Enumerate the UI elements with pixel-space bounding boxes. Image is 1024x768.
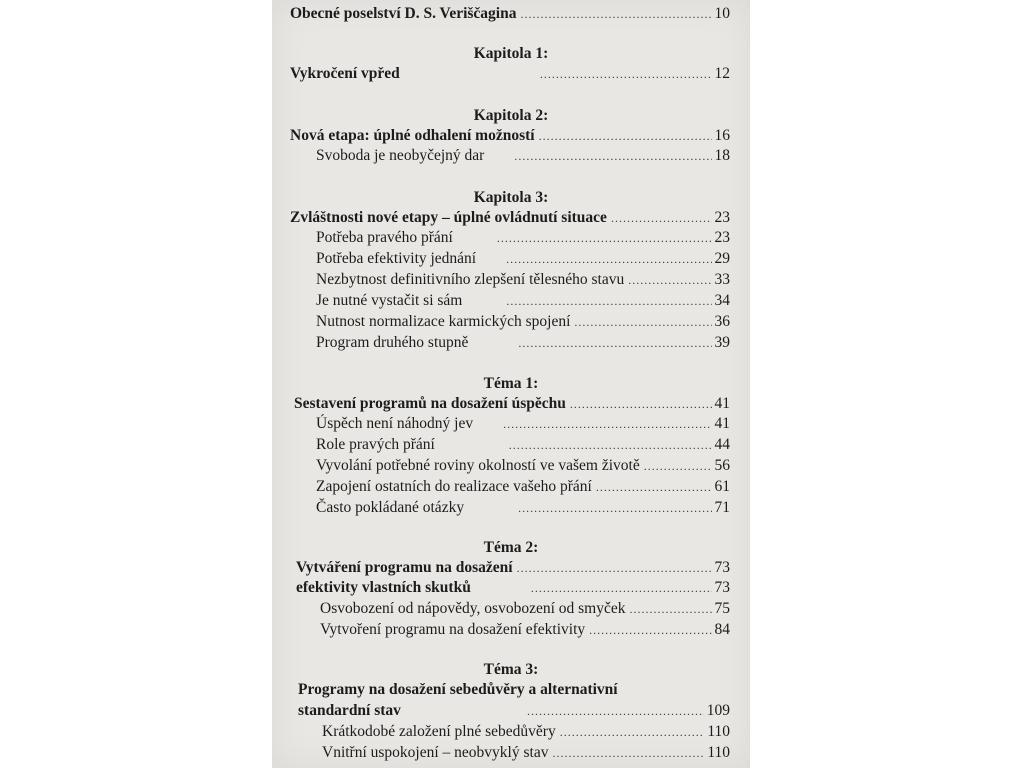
toc-entry bbox=[296, 578, 730, 598]
toc-entry-title: Svoboda je neobyčejný dar bbox=[316, 147, 485, 164]
toc-subentry bbox=[316, 312, 730, 332]
toc-entry-page: 110 bbox=[707, 723, 730, 740]
leader-dots bbox=[552, 743, 704, 763]
leader-dots bbox=[540, 64, 712, 84]
theme-heading: Téma 3: bbox=[483, 661, 539, 678]
toc-entry-title: Je nutné vystačit si sám bbox=[316, 292, 463, 309]
leader-dots bbox=[527, 701, 704, 721]
toc-entry bbox=[290, 64, 730, 84]
toc-entry-title: Osvobození od nápovědy, osvobození od smyček bbox=[320, 600, 626, 617]
toc-entry-page: 39 bbox=[714, 334, 730, 351]
toc-entry-title: Vytvoření programu na dosažení efektivity bbox=[320, 621, 586, 638]
leader-dots bbox=[611, 208, 712, 228]
toc-entry bbox=[298, 701, 730, 721]
toc-subentry bbox=[316, 435, 730, 455]
leader-dots bbox=[628, 270, 711, 290]
leader-dots bbox=[630, 599, 712, 619]
toc-entry-page: 56 bbox=[714, 457, 730, 474]
leader-dots bbox=[518, 498, 711, 518]
leader-dots bbox=[514, 146, 711, 166]
theme-heading: Téma 1: bbox=[483, 375, 539, 392]
toc-entry-page: 33 bbox=[714, 271, 730, 288]
leader-dots bbox=[506, 291, 711, 311]
toc-subentry bbox=[316, 146, 730, 166]
toc-subentry bbox=[316, 291, 730, 311]
toc-entry-title: Krátkodobé založení plné sebedůvěry bbox=[322, 723, 556, 740]
toc-subentry bbox=[316, 456, 730, 476]
toc-entry bbox=[290, 4, 730, 24]
toc-subentry bbox=[322, 722, 730, 742]
toc-entry-page: 29 bbox=[714, 250, 730, 267]
toc-entry-page: 110 bbox=[707, 744, 730, 761]
leader-dots bbox=[520, 4, 711, 24]
toc-entry bbox=[290, 208, 730, 228]
toc-entry-page: 44 bbox=[714, 436, 730, 453]
toc-entry-title: Úspěch není náhodný jev bbox=[316, 415, 474, 432]
toc-entry-title: Nezbytnost definitivního zlepšení tělesného stavu bbox=[316, 271, 625, 288]
toc-entry-title: Sestavení programů na dosažení úspěchu bbox=[294, 395, 566, 412]
leader-dots bbox=[539, 126, 712, 146]
toc-entry-title: Zapojení ostatních do realizace vašeho přání bbox=[316, 478, 592, 495]
toc-entry-page: 23 bbox=[714, 229, 730, 246]
chapter-heading: Kapitola 2: bbox=[473, 107, 549, 124]
toc-entry-title: Vykročení vpřed bbox=[290, 65, 400, 82]
toc-entry-title: Potřeba pravého přání bbox=[316, 229, 453, 246]
leader-dots bbox=[560, 722, 705, 742]
toc-entry-page: 18 bbox=[714, 147, 730, 164]
leader-dots bbox=[589, 620, 711, 640]
toc-subentry bbox=[320, 620, 730, 640]
leader-dots bbox=[503, 414, 711, 434]
theme-heading: Téma 2: bbox=[483, 539, 539, 556]
toc-entry-page: 12 bbox=[714, 65, 730, 82]
toc-entry bbox=[298, 680, 730, 700]
toc-entry-page: 71 bbox=[714, 499, 730, 516]
scanned-page bbox=[272, 0, 750, 768]
leader-dots bbox=[531, 578, 712, 598]
toc-entry bbox=[296, 558, 730, 578]
toc-entry-page: 23 bbox=[714, 209, 730, 226]
toc-entry-page: 36 bbox=[714, 313, 730, 330]
toc-subentry bbox=[316, 249, 730, 269]
toc-entry-title: Role pravých přání bbox=[316, 436, 435, 453]
leader-dots bbox=[506, 249, 711, 269]
toc-entry-page: 41 bbox=[714, 415, 730, 432]
toc-entry-page: 84 bbox=[714, 621, 730, 638]
toc-entry-title: standardní stav bbox=[298, 702, 401, 719]
toc-entry bbox=[290, 126, 730, 146]
toc-entry-title: efektivity vlastních skutků bbox=[296, 579, 471, 596]
toc-subentry bbox=[322, 743, 730, 763]
toc-entry-page: 34 bbox=[714, 292, 730, 309]
toc-subentry bbox=[316, 333, 730, 353]
toc-entry-page: 16 bbox=[714, 127, 730, 144]
toc-entry bbox=[294, 394, 730, 414]
toc-entry-page: 73 bbox=[714, 559, 730, 576]
leader-dots bbox=[497, 228, 712, 248]
toc-entry-page: 109 bbox=[706, 702, 730, 719]
toc-entry-title: Potřeba efektivity jednání bbox=[316, 250, 477, 267]
toc-entry-title: Nutnost normalizace karmických spojení bbox=[316, 313, 571, 330]
toc-entry-page: 73 bbox=[714, 579, 730, 596]
toc-subentry bbox=[316, 477, 730, 497]
toc-subentry bbox=[320, 599, 730, 619]
toc-entry-title: Vyvolání potřebné roviny okolností ve vašem životě bbox=[316, 457, 640, 474]
toc-entry-title: Zvláštnosti nové etapy – úplné ovládnutí situace bbox=[290, 209, 607, 226]
toc-subentry bbox=[316, 228, 730, 248]
toc-entry-title: Program druhého stupně bbox=[316, 334, 469, 351]
toc-entry-title: Vytváření programu na dosažení bbox=[296, 559, 513, 576]
leader-dots bbox=[517, 558, 712, 578]
toc-entry-page: 75 bbox=[714, 600, 730, 617]
toc-entry-page: 61 bbox=[714, 478, 730, 495]
leader-dots bbox=[596, 477, 712, 497]
toc-entry-title: Obecné poselství D. S. Veriščagina bbox=[290, 5, 517, 22]
toc-entry-page: 41 bbox=[714, 395, 730, 412]
toc-entry-page: 10 bbox=[714, 5, 730, 22]
toc-entry-title: Nová etapa: úplné odhalení možností bbox=[290, 127, 535, 144]
toc-entry-title: Často pokládané otázky bbox=[316, 499, 465, 516]
leader-dots bbox=[518, 333, 711, 353]
leader-dots bbox=[574, 312, 711, 332]
leader-dots bbox=[570, 394, 712, 414]
toc-entry-title: Programy na dosažení sebedůvěry a alternativní bbox=[298, 681, 618, 698]
toc-subentry bbox=[316, 270, 730, 290]
toc-entry-title: Vnitřní uspokojení – neobvyklý stav bbox=[322, 744, 549, 761]
leader-dots bbox=[644, 456, 712, 476]
table-of-contents bbox=[272, 0, 750, 768]
toc-subentry bbox=[316, 414, 730, 434]
chapter-heading: Kapitola 1: bbox=[473, 45, 549, 62]
toc-subentry bbox=[316, 498, 730, 518]
chapter-heading: Kapitola 3: bbox=[473, 189, 549, 206]
leader-dots bbox=[509, 435, 712, 455]
